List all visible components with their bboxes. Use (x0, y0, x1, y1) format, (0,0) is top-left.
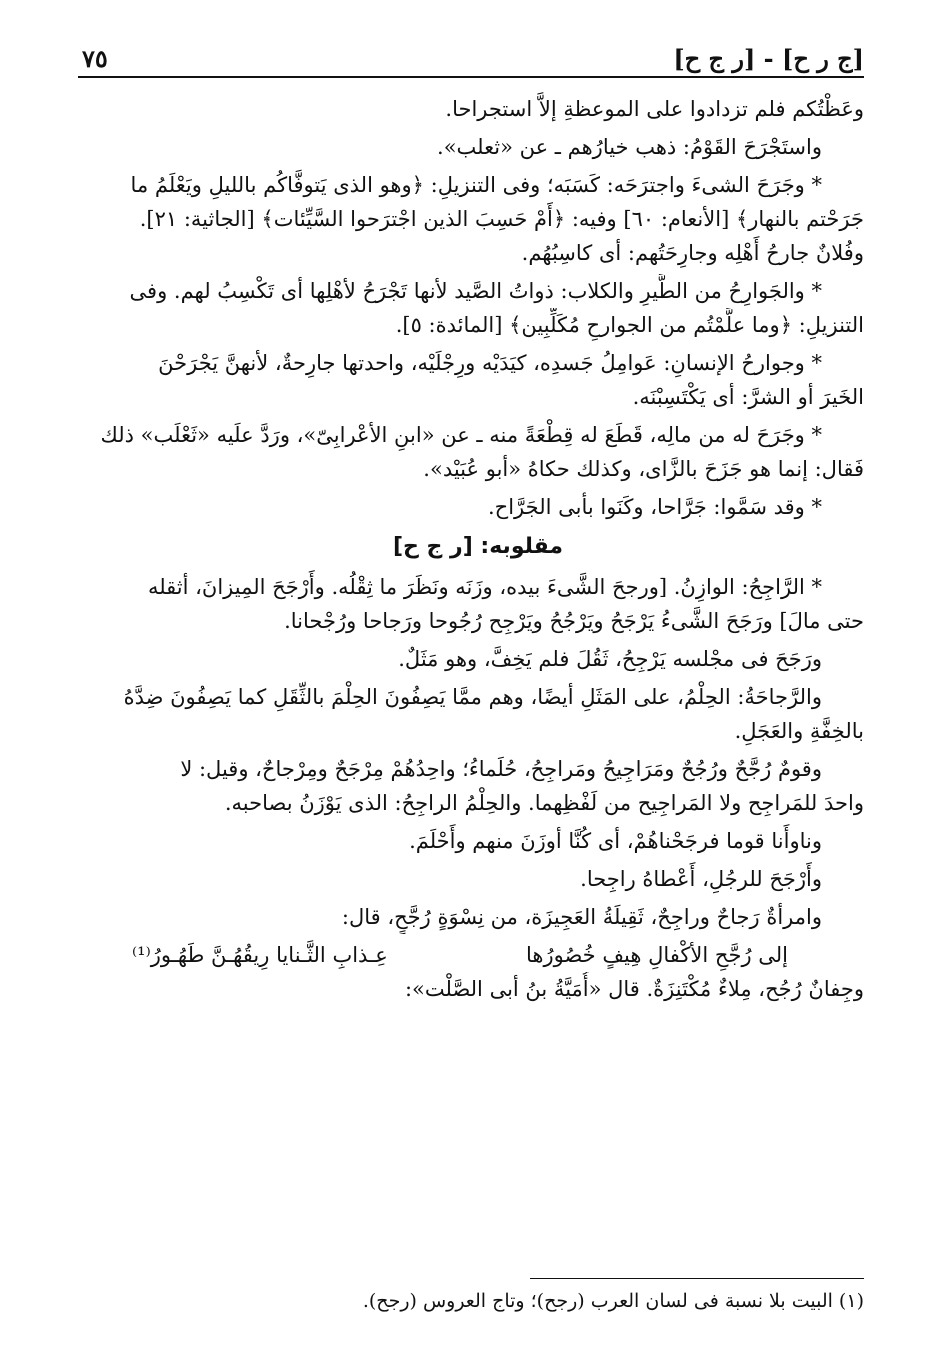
text-line: فَقال: إنما هو جَزَحَ بالزَّاى، وكذلك حكاهُ «أبو عُبَيْد». (423, 457, 864, 481)
text-line: وناوأَنا قوما فرجَحْناهُمْ، أى كُنَّا أوزَنَ منهم وأَحْلَمَ. (409, 829, 822, 853)
text-line: * وجَرَحَ الشىءَ واجترَحَه: كَسَبَه؛ وفى التنزيلِ: ﴿وهو الذى يَتوفَّاكُم بالليلِ ويَعْلَمُ ما (130, 173, 822, 197)
paragraph (92, 862, 864, 896)
footnote: (١) البيت بلا نسبة فى لسان العرب (رجح)؛ وتاج العروس (رجح). (362, 1290, 864, 1312)
verse-second-hemistich: عِـذابِ الثَّـنايا رِيقُهُـنَّ طَهُـورُ⁽¹⁾ (132, 943, 388, 967)
poetry-verse (92, 938, 864, 972)
footnote-divider (530, 1278, 864, 1279)
text-line: * الرَّاجِحُ: الوازِنُ. [ورجحَ الشَّىءَ بيده، وزَنَه ونَظَرَ ما ثِقْلُه. وأَرْجَحَ المِيزانَ، أثقله (147, 575, 822, 599)
paragraph (92, 346, 864, 414)
text-line: التنزيلِ: ﴿وما علَّمْتُم من الجوارحِ مُكَلِّبِين﴾ [المائدة: ٥]. (395, 313, 864, 337)
paragraph (92, 130, 864, 164)
text-line: ورَجَحَ فى مجْلسه يَرْجِحُ، ثَقُلَ فلم يَخِفَّ، وهو مَثَلٌ. (398, 647, 822, 671)
text-line: وجِفانٌ رُجُح، مِلاءٌ مُكْتَنِزَةٌ. قال «أُمَيَّةُ بنُ أبى الصَّلْت»: (404, 977, 864, 1001)
paragraph (92, 168, 864, 270)
paragraph (92, 680, 864, 748)
text-line: وعَظْتُكم فلم تزدادوا على الموعظةِ إلاَّ استجراحا. (445, 97, 864, 121)
text-line: وفُلانٌ جارحُ أَهْلِه وجارِحَتُهم: أى كاسِبُهُم. (521, 241, 864, 265)
text-line: * والجَوارِحُ من الطَّيرِ والكلاب: ذواتُ الصَّيد لأنها تَجْرَحُ لأهْلِها أى تَكْسِبُ لهم. وفى (129, 279, 822, 303)
text-line: حتى مالَ] ورَجَحَ الشَّىءُ يَرْجَحُ ويَرْجُحُ ويَرْجِح رُجُوحا ورَجاحا ورُجْحانا. (284, 609, 864, 633)
page-header (78, 40, 864, 78)
text-line: وأَرْجَحَ للرجُلِ، أَعْطاهُ راجِحا. (580, 867, 822, 891)
verse-first-hemistich: إلى رُجَّحِ الأكْفالِ هِيفٍ خُصُورُها (525, 943, 788, 967)
paragraph (92, 900, 864, 934)
text-line: واستَجْرَحَ القَوْمُ: ذهب خيارُهم ـ عن «ثعلب». (437, 135, 822, 159)
page-number: ٧٥ (82, 44, 108, 73)
text-line: وامرأةٌ رَجاحٌ وراجِحٌ، ثَقِيلَةُ العَجِيزَة، من نِسْوَةٍ رُجَّحٍ، قال: (341, 905, 822, 929)
paragraph (92, 274, 864, 342)
text-line: * وجوارحُ الإنسانِ: عَوامِلُ جَسدِه، كيَدَيْه ورِجْلَيْه، واحدتها جارِحةٌ، لأنهنَّ يَجْرَحْنَ (158, 351, 822, 375)
paragraph (92, 642, 864, 676)
text-line: * وقد سَمَّوا: جَرَّاحا، وكَنَوا بأبى الجَرَّاح. (487, 495, 822, 519)
paragraph (92, 418, 864, 486)
paragraph (92, 490, 864, 524)
text-line: * وجَرَحَ له من مالِه، قَطَعَ له قِطْعَةً منه ـ عن «ابنِ الأعْرابِىّ»، ورَدَّ علَيه «ثَعْلَب» ذلك (100, 423, 822, 447)
running-head: [ج ر ح] - [ر ج ح] (673, 44, 864, 73)
text-line: الخَيرَ أو الشرَّ: أى يَكْتَسِبْنَه. (632, 385, 864, 409)
text-line: والرَّجاحَةُ: الحِلْمُ، على المَثَلِ أيضًا، وهم ممَّا يَصِفُونَ الحِلْمَ بالثِّقَلِ كما يَصِفُونَ ضِدَّهُ (123, 685, 822, 709)
text-line: وقومٌ رُجَّحٌ ورُجُحٌ ومَرَاجِيحُ ومَراجِحُ، حُلَماءُ؛ واحِدُهُمْ مِرْجَحٌ ومِرْجاحٌ، وقيل: لا (180, 757, 822, 781)
paragraph (92, 92, 864, 126)
section-heading: مقلوبه: [ر ج ح] (392, 534, 564, 559)
paragraph (92, 752, 864, 820)
text-line: جَرَحْتم بالنهار﴾ [الأنعام: ٦٠] وفيه: ﴿أَمْ حَسِبَ الذين اجْترَحوا السَّيِّئات﴾ [الجاثية: ٢١]. (139, 207, 864, 231)
paragraph (92, 570, 864, 638)
text-line: واحدَ للمَراجِح ولا المَراجِيح من لَفْظِهما. والحِلْمُ الراجِحُ: الذى يَوْزَنُ بصاحبه. (224, 791, 864, 815)
main-text (92, 92, 864, 1010)
text-line: بالخِفَّةِ والعَجَلِ. (734, 719, 864, 743)
paragraph (92, 824, 864, 858)
paragraph (92, 972, 864, 1006)
